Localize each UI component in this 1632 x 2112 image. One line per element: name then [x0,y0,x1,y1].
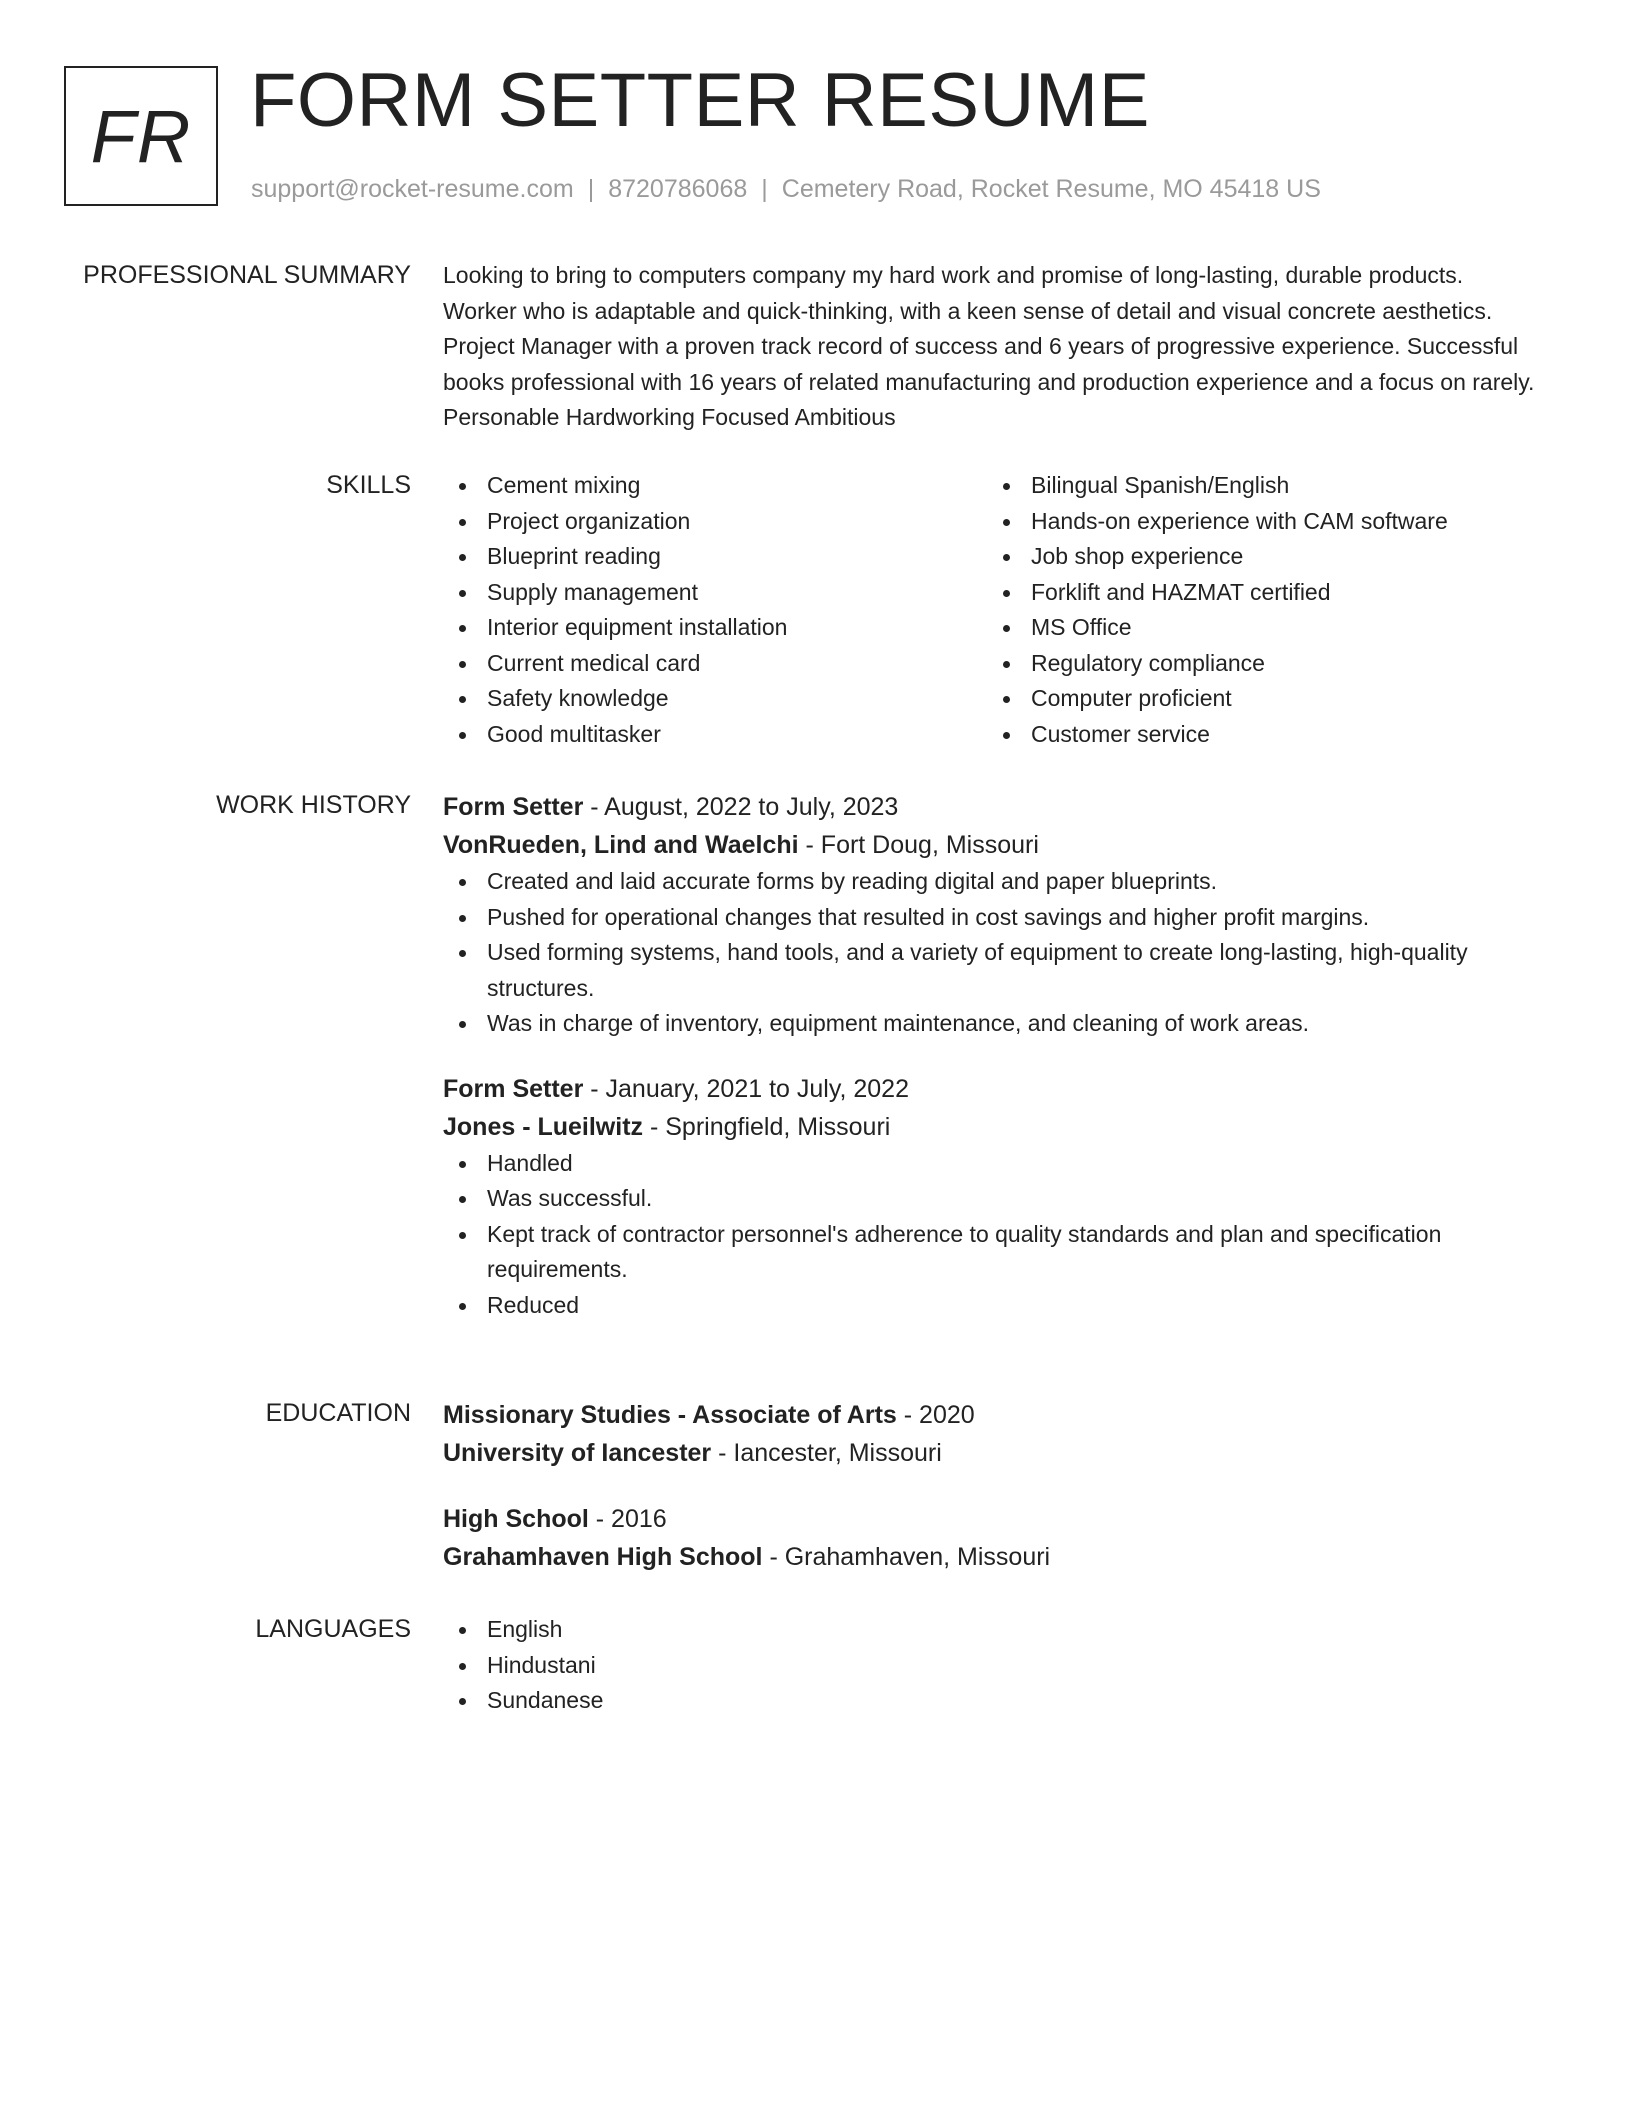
skill-item: Current medical card [443,646,987,682]
education-entry [443,1500,1543,1576]
job-title: Form Setter [443,1074,584,1103]
job-duty: Used forming systems, hand tools, and a variety of equipment to create long-lasting, high-quality structures. [443,935,1543,1006]
summary-body [443,258,1543,436]
education-location: - Grahamhaven, Missouri [762,1543,1051,1571]
summary-text: Looking to bring to computers company my hard work and promise of long-lasting, durable products. Worker who is adaptable and quick-thinking, with a keen sense of detail and visual concrete aesthetics. Project Manager with a proven track record of success and 6 years of progressive experience. Successful books professional with 16 years of related manufacturing and production experience and a focus on rarely. Personable Hardworking Focused Ambitious [443,262,1535,430]
job-company: Jones - Lueilwitz [443,1112,644,1141]
skills-list-left [443,468,987,752]
skill-item: Forklift and HAZMAT certified [987,575,1543,611]
job-dates: - August, 2022 to July, 2023 [583,793,899,821]
skill-item: Job shop experience [987,539,1543,575]
language-item: Sundanese [443,1683,1543,1719]
section-label-education: EDUCATION [265,1399,411,1427]
skill-item: Customer service [987,717,1543,753]
education-entry [443,1396,1543,1472]
education-school: University of Iancester [443,1439,712,1467]
education-year: - 2016 [588,1505,667,1533]
language-item: Hindustani [443,1648,1543,1684]
work-history-body [443,788,1543,1351]
contact-line [251,172,1321,206]
skill-item: Good multitasker [443,717,987,753]
education-year: - 2020 [896,1401,975,1429]
skill-item: Blueprint reading [443,539,987,575]
education-degree: Missionary Studies - Associate of Arts [443,1401,897,1429]
education-location: - Iancester, Missouri [711,1439,942,1467]
skill-item: Hands-on experience with CAM software [987,504,1543,540]
section-label-summary: PROFESSIONAL SUMMARY [83,261,411,289]
education-school-line [443,1538,1543,1576]
job-duty: Handled [443,1146,1543,1182]
job-title: Form Setter [443,793,584,821]
job-location: - Fort Doug, Missouri [798,831,1039,859]
skill-item: Computer proficient [987,681,1543,717]
skill-item: Safety knowledge [443,681,987,717]
skill-item: Project organization [443,504,987,540]
language-item: English [443,1612,1543,1648]
education-degree-line [443,1500,1543,1538]
job-duty: Was in charge of inventory, equipment maintenance, and cleaning of work areas. [443,1006,1543,1042]
job-title-line [443,788,1543,826]
skills-list-right [987,468,1543,752]
monogram-badge: FR [64,66,218,206]
job-location: - Springfield, Missouri [643,1112,891,1141]
page-title: FORM SETTER RESUME [250,58,1150,143]
education-degree: High School [443,1505,589,1533]
job-duty: Created and laid accurate forms by reading digital and paper blueprints. [443,864,1543,900]
contact-phone[interactable]: 8720786068 [608,175,748,203]
skills-body [443,468,1543,752]
job-company-line [443,826,1543,864]
job-duty: Reduced [443,1288,1543,1324]
job-company: VonRueden, Lind and Waelchi [443,831,799,859]
job-duty: Kept track of contractor personnel's adherence to quality standards and plan and specification requirements. [443,1217,1543,1288]
job-duty: Was successful. [443,1181,1543,1217]
education-degree-line [443,1396,1543,1434]
skill-item: Bilingual Spanish/English [987,468,1543,504]
education-school-line [443,1434,1543,1472]
section-label-skills: SKILLS [326,471,411,499]
job-duties-list [443,864,1543,1042]
education-body [443,1396,1543,1604]
contact-address: Cemetery Road, Rocket Resume, MO 45418 US [781,175,1321,203]
section-label-languages: LANGUAGES [255,1615,411,1643]
contact-email[interactable]: support@rocket-resume.com [251,175,574,203]
skill-item: Supply management [443,575,987,611]
education-school: Grahamhaven High School [443,1543,763,1571]
section-label-work-history: WORK HISTORY [216,791,411,819]
languages-list [443,1612,1543,1719]
job-duties-list [443,1146,1543,1324]
contact-separator: | [761,175,768,203]
languages-body [443,1612,1543,1719]
job-company-line [443,1108,1543,1146]
job-dates: - January, 2021 to July, 2022 [583,1074,909,1103]
job-entry [443,1070,1543,1324]
job-duty: Pushed for operational changes that resulted in cost savings and higher profit margins. [443,900,1543,936]
job-title-line [443,1070,1543,1108]
skill-item: MS Office [987,610,1543,646]
skill-item: Interior equipment installation [443,610,987,646]
skill-item: Cement mixing [443,468,987,504]
contact-separator: | [587,175,595,203]
job-entry [443,788,1543,1042]
skill-item: Regulatory compliance [987,646,1543,682]
